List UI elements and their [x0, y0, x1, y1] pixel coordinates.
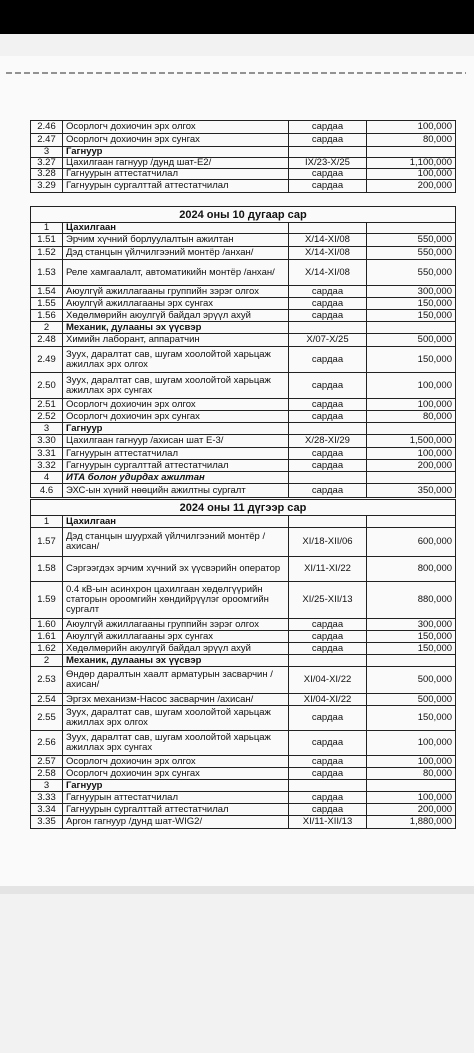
row-number: 2.51: [31, 399, 63, 411]
schedule-table-november: [30, 499, 456, 829]
row-number: 2.48: [31, 334, 63, 347]
course-name: Цахилгаан гагнуур /дунд шат-Е2/: [63, 158, 289, 169]
table-row: [31, 460, 456, 472]
table-row: [31, 247, 456, 260]
row-number: 2: [31, 655, 63, 667]
row-number: 2.55: [31, 706, 63, 731]
row-number: 1.60: [31, 619, 63, 631]
table-row: [31, 310, 456, 322]
table-row: [31, 557, 456, 582]
course-dates: сардаа: [289, 121, 367, 134]
row-number: 1.57: [31, 528, 63, 557]
table-row: [31, 373, 456, 399]
course-price: 150,000: [367, 631, 456, 643]
row-number: 4.6: [31, 484, 63, 498]
table-row: [31, 643, 456, 655]
course-dates: сардаа: [289, 286, 367, 298]
course-name: Гагнуурын сургалттай аттестатчилал: [63, 460, 289, 472]
row-number: 3.32: [31, 460, 63, 472]
course-price: 80,000: [367, 134, 456, 147]
course-dates: сардаа: [289, 448, 367, 460]
course-price: 1,100,000: [367, 158, 456, 169]
course-price: 100,000: [367, 731, 456, 756]
row-number: 1.51: [31, 234, 63, 247]
course-dates: сардаа: [289, 310, 367, 322]
course-price: [367, 223, 456, 234]
section-name: Механик, дулааны эх үүсвэр: [63, 655, 289, 667]
table-row: [31, 582, 456, 619]
course-price: 80,000: [367, 768, 456, 780]
course-price: 550,000: [367, 247, 456, 260]
table-row: [31, 158, 456, 169]
row-number: 3.34: [31, 804, 63, 816]
table-row: [31, 121, 456, 134]
course-price: 500,000: [367, 334, 456, 347]
row-number: 1.61: [31, 631, 63, 643]
table-row: [31, 435, 456, 448]
section-name: ИТА болон удирдах ажилтан: [63, 472, 289, 484]
row-number: 2.57: [31, 756, 63, 768]
course-dates: XI/18-XII/06: [289, 528, 367, 557]
row-number: 1.53: [31, 260, 63, 286]
course-dates: XI/11-XII/13: [289, 816, 367, 829]
row-number: 2.52: [31, 411, 63, 423]
course-price: 100,000: [367, 169, 456, 180]
course-dates: [289, 223, 367, 234]
section-row: [31, 655, 456, 667]
table-row: [31, 334, 456, 347]
phone-status-bar: [0, 0, 474, 34]
course-dates: XI/11-XI/22: [289, 557, 367, 582]
row-number: 4: [31, 472, 63, 484]
row-number: 2.54: [31, 694, 63, 706]
table-row: [31, 694, 456, 706]
row-number: 2.53: [31, 667, 63, 694]
course-name: Гагнуурын сургалттай аттестатчилал: [63, 804, 289, 816]
course-name: Гагнуурын аттестатчилал: [63, 792, 289, 804]
table-row: [31, 667, 456, 694]
course-dates: сардаа: [289, 180, 367, 193]
course-name: Осорлогч дохиочин эрх олгох: [63, 756, 289, 768]
course-name: Өндөр даралтын хаалт арматурын засварчин /ахисан/: [63, 667, 289, 694]
month-title-row: [31, 500, 456, 516]
course-dates: [289, 655, 367, 667]
course-price: [367, 147, 456, 158]
row-number: 1.58: [31, 557, 63, 582]
table-row: [31, 816, 456, 829]
section-row: [31, 147, 456, 158]
row-number: 2.47: [31, 134, 63, 147]
row-number: 3: [31, 423, 63, 435]
row-number: 3.30: [31, 435, 63, 448]
section-row: [31, 223, 456, 234]
course-dates: [289, 322, 367, 334]
table-row: [31, 260, 456, 286]
course-price: 350,000: [367, 484, 456, 498]
course-name: Аюулгүй ажиллагааны группийн зэрэг олгох: [63, 286, 289, 298]
course-name: Осорлогч дохиочин эрх сунгах: [63, 134, 289, 147]
course-name: Цахилгаан гагнуур /ахисан шат Е-3/: [63, 435, 289, 448]
course-price: 500,000: [367, 694, 456, 706]
course-dates: сардаа: [289, 134, 367, 147]
course-name: Зуух, даралтат сав, шугам хоолойтой харьцаж ажиллах эрх сунгах: [63, 373, 289, 399]
table-row: [31, 804, 456, 816]
course-name: Дэд станцын үйлчилгээний монтёр /анхан/: [63, 247, 289, 260]
table-row: [31, 169, 456, 180]
course-dates: сардаа: [289, 768, 367, 780]
course-dates: сардаа: [289, 792, 367, 804]
course-name: Аюулгүй ажиллагааны эрх сунгах: [63, 631, 289, 643]
section-row: [31, 322, 456, 334]
section-name: Цахилгаан: [63, 223, 289, 234]
course-price: 300,000: [367, 619, 456, 631]
course-name: Хөдөлмөрийн аюулгүй байдал эрүүл ахуй: [63, 310, 289, 322]
course-name: Осорлогч дохиочин эрх олгох: [63, 121, 289, 134]
row-number: 1.54: [31, 286, 63, 298]
row-number: 1: [31, 223, 63, 234]
course-dates: [289, 472, 367, 484]
course-dates: сардаа: [289, 731, 367, 756]
course-name: Аюулгүй ажиллагааны группийн зэрэг олгох: [63, 619, 289, 631]
course-dates: [289, 516, 367, 528]
section-name: Гагнуур: [63, 423, 289, 435]
row-number: 3.29: [31, 180, 63, 193]
course-price: 100,000: [367, 792, 456, 804]
table-row: [31, 448, 456, 460]
course-price: 100,000: [367, 756, 456, 768]
course-dates: IX/23-X/25: [289, 158, 367, 169]
course-dates: X/07-X/25: [289, 334, 367, 347]
row-number: 2: [31, 322, 63, 334]
row-number: 3.27: [31, 158, 63, 169]
course-price: 200,000: [367, 180, 456, 193]
course-dates: сардаа: [289, 643, 367, 655]
course-dates: сардаа: [289, 399, 367, 411]
course-name: Сэргээгдэх эрчим хүчний эх үүсвэрийн оператор: [63, 557, 289, 582]
table-row: [31, 234, 456, 247]
course-dates: XI/04-XI/22: [289, 694, 367, 706]
course-name: Осорлогч дохиочин эрх сунгах: [63, 411, 289, 423]
table-row: [31, 347, 456, 373]
course-price: [367, 322, 456, 334]
course-dates: сардаа: [289, 484, 367, 498]
course-dates: X/14-XI/08: [289, 234, 367, 247]
table-row: [31, 619, 456, 631]
course-name: Гагнуурын аттестатчилал: [63, 169, 289, 180]
course-dates: [289, 780, 367, 792]
course-price: 100,000: [367, 448, 456, 460]
course-price: 150,000: [367, 310, 456, 322]
course-name: Зуух, даралтат сав, шугам хоолойтой харьцаж ажиллах эрх олгох: [63, 347, 289, 373]
course-price: 1,500,000: [367, 435, 456, 448]
section-name: Механик, дулааны эх үүсвэр: [63, 322, 289, 334]
course-price: 80,000: [367, 411, 456, 423]
course-dates: сардаа: [289, 298, 367, 310]
course-price: 150,000: [367, 643, 456, 655]
course-name: Аргон гагнуур /дунд шат-WIG2/: [63, 816, 289, 829]
row-number: 3: [31, 147, 63, 158]
section-row: [31, 472, 456, 484]
course-name: Зуух, даралтат сав, шугам хоолойтой харьцаж ажиллах эрх олгох: [63, 706, 289, 731]
table-row: [31, 792, 456, 804]
course-dates: сардаа: [289, 411, 367, 423]
course-dates: X/28-XI/29: [289, 435, 367, 448]
course-price: 500,000: [367, 667, 456, 694]
course-price: 100,000: [367, 121, 456, 134]
course-dates: XI/04-XI/22: [289, 667, 367, 694]
course-price: [367, 516, 456, 528]
row-number: 2.46: [31, 121, 63, 134]
table-row: [31, 706, 456, 731]
month-title: 2024 оны 10 дугаар сар: [31, 207, 456, 223]
table-row: [31, 528, 456, 557]
section-name: Гагнуур: [63, 147, 289, 158]
course-name: ЭХС-ын хүний нөөцийн ажилтны сургалт: [63, 484, 289, 498]
course-name: Реле хамгаалалт, автоматикийн монтёр /анхан/: [63, 260, 289, 286]
month-title-row: [31, 207, 456, 223]
course-price: 880,000: [367, 582, 456, 619]
row-number: 1: [31, 516, 63, 528]
table-row: [31, 484, 456, 498]
course-name: Эргэх механизм-Насос засварчин /ахисан/: [63, 694, 289, 706]
course-dates: сардаа: [289, 169, 367, 180]
course-name: Аюулгүй ажиллагааны эрх сунгах: [63, 298, 289, 310]
course-price: 150,000: [367, 706, 456, 731]
course-price: 1,880,000: [367, 816, 456, 829]
table-row: [31, 134, 456, 147]
course-dates: сардаа: [289, 706, 367, 731]
course-dates: сардаа: [289, 460, 367, 472]
row-number: 1.52: [31, 247, 63, 260]
course-name: Гагнуурын аттестатчилал: [63, 448, 289, 460]
course-dates: [289, 147, 367, 158]
table-row: [31, 411, 456, 423]
row-number: 3.31: [31, 448, 63, 460]
row-number: 3.33: [31, 792, 63, 804]
course-price: 100,000: [367, 373, 456, 399]
course-price: 550,000: [367, 260, 456, 286]
row-number: 2.49: [31, 347, 63, 373]
row-number: 1.55: [31, 298, 63, 310]
section-row: [31, 780, 456, 792]
table-row: [31, 756, 456, 768]
row-number: 1.56: [31, 310, 63, 322]
row-number: 3.35: [31, 816, 63, 829]
table-row: [31, 731, 456, 756]
schedule-table-october: [30, 206, 456, 498]
course-price: [367, 780, 456, 792]
table-row: [31, 768, 456, 780]
faded-header-text-line: [6, 72, 466, 74]
row-number: 1.62: [31, 643, 63, 655]
course-name: Осорлогч дохиочин эрх сунгах: [63, 768, 289, 780]
row-number: 1.59: [31, 582, 63, 619]
course-price: 800,000: [367, 557, 456, 582]
section-name: Гагнуур: [63, 780, 289, 792]
course-name: Дэд станцын шуурхай үйлчилгээний монтёр /ахисан/: [63, 528, 289, 557]
section-row: [31, 423, 456, 435]
course-name: Хөдөлмөрийн аюулгүй байдал эрүүл ахуй: [63, 643, 289, 655]
table-row: [31, 631, 456, 643]
row-number: 3.28: [31, 169, 63, 180]
page-bottom-edge: [0, 886, 474, 894]
table-row: [31, 399, 456, 411]
course-dates: сардаа: [289, 631, 367, 643]
course-price: 200,000: [367, 804, 456, 816]
course-dates: X/14-XI/08: [289, 247, 367, 260]
row-number: 2.58: [31, 768, 63, 780]
course-price: 100,000: [367, 399, 456, 411]
course-dates: сардаа: [289, 804, 367, 816]
course-price: [367, 655, 456, 667]
course-name: 0.4 кВ-ын асинхрон цахилгаан хөдөлгүүрийн статорын ороомгийн хөндийрүүлэг ороомгийн сургалт: [63, 582, 289, 619]
table-row: [31, 180, 456, 193]
course-price: 150,000: [367, 347, 456, 373]
course-price: [367, 472, 456, 484]
course-dates: [289, 423, 367, 435]
section-name: Цахилгаан: [63, 516, 289, 528]
schedule-table-continuation: [30, 120, 456, 193]
course-dates: XI/25-XII/13: [289, 582, 367, 619]
table-row: [31, 298, 456, 310]
course-name: Зуух, даралтат сав, шугам хоолойтой харьцаж ажиллах эрх сунгах: [63, 731, 289, 756]
month-title: 2024 оны 11 дүгээр сар: [31, 500, 456, 516]
course-name: Гагнуурын сургалттай аттестатчилал: [63, 180, 289, 193]
course-price: 150,000: [367, 298, 456, 310]
course-name: Эрчим хүчний борлуулалтын ажилтан: [63, 234, 289, 247]
course-dates: сардаа: [289, 756, 367, 768]
course-dates: сардаа: [289, 347, 367, 373]
section-row: [31, 516, 456, 528]
course-price: 200,000: [367, 460, 456, 472]
course-name: Осорлогч дохиочин эрх олгох: [63, 399, 289, 411]
course-dates: сардаа: [289, 619, 367, 631]
course-name: Химийн лаборант, аппаратчин: [63, 334, 289, 347]
row-number: 3: [31, 780, 63, 792]
course-dates: X/14-XI/08: [289, 260, 367, 286]
table-row: [31, 286, 456, 298]
course-price: [367, 423, 456, 435]
course-price: 300,000: [367, 286, 456, 298]
row-number: 2.50: [31, 373, 63, 399]
course-price: 550,000: [367, 234, 456, 247]
course-dates: сардаа: [289, 373, 367, 399]
course-price: 600,000: [367, 528, 456, 557]
row-number: 2.56: [31, 731, 63, 756]
